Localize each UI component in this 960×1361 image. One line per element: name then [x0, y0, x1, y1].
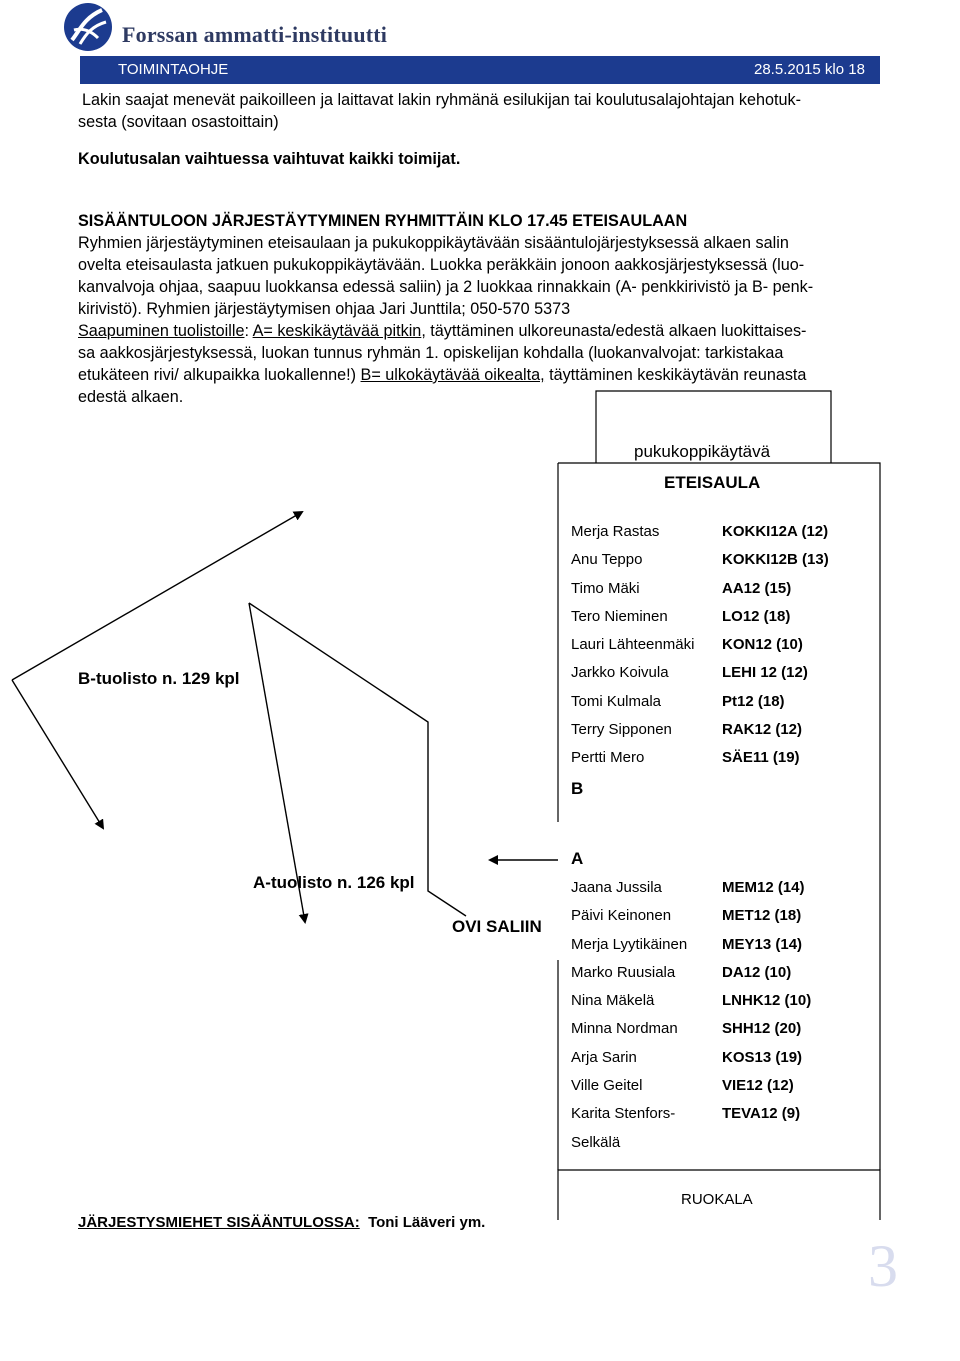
- b-row-code: Pt12 (18): [722, 692, 785, 710]
- b-fill-rule: täyttäminen keskikäytävän reunasta: [544, 366, 807, 384]
- marshals-names: Toni Lääveri ym.: [368, 1214, 486, 1231]
- b-row-name: Jarkko Koivula: [571, 664, 669, 682]
- a-row-5: [571, 992, 871, 1020]
- a-row-code: LNHK12 (10): [722, 992, 812, 1009]
- b-row-5: [571, 636, 871, 664]
- b-route: B= ulkokäytävää oikealta,: [360, 366, 545, 384]
- a-row-code: VIE12 (12): [722, 1076, 794, 1094]
- b-marker: B: [571, 779, 584, 798]
- marshals-line: [78, 1214, 485, 1231]
- a-right-edge: [249, 603, 466, 916]
- b-row-9: [571, 749, 871, 777]
- a-row-name: Jaana Jussila: [571, 879, 662, 896]
- b-row-code: KOKKI12A (12): [722, 523, 829, 540]
- a-marker: A: [571, 849, 584, 868]
- b-row-name: Terry Sipponen: [571, 720, 672, 738]
- a-row-4: [571, 964, 871, 992]
- body-line-1: Ryhmien järjestäytyminen eteisaulaan ja pukukoppikäytävään sisääntulojärjestyksessä alkaen salin: [78, 234, 789, 252]
- a-route: A= keskikäytävää pitkin: [252, 322, 422, 340]
- a-row-3: [571, 936, 871, 964]
- lobby-label: ETEISAULA: [664, 473, 761, 492]
- body-line-2: ovelta eteisaulasta jatkuen pukukoppikäytävään. Luokka peräkkäin jonoon aakkosjärjestyksessä (luo-: [78, 256, 805, 274]
- marshals-label: JÄRJESTYSMIEHET SISÄÄNTULOSSA:: [78, 1214, 360, 1231]
- fill-rule: , täyttäminen ulkoreunasta/edestä alkaen luokittaises-: [421, 322, 807, 340]
- arrival-label: Saapuminen tuolistoille: [78, 322, 245, 340]
- a-row-8: [571, 1077, 871, 1105]
- door-label: OVI SALIIN: [452, 917, 542, 936]
- a-row-name: Karita Stenfors-: [571, 1105, 676, 1122]
- b-row-name: Merja Rastas: [571, 523, 660, 540]
- page-number: 3: [868, 1233, 898, 1299]
- org-name: Forssan ammatti-instituutti: [122, 22, 388, 47]
- b-row-code: KOKKI12B (13): [722, 551, 829, 569]
- hat-line-1: Lakin saajat menevät paikoilleen ja laittavat lakin ryhmänä esilukijan tai koulutusalajohtajan kehotuk-: [82, 91, 801, 109]
- a-row-name: Minna Nordman: [571, 1020, 678, 1038]
- a-row-code: MEM12 (14): [722, 879, 805, 896]
- b-queue-list: [571, 523, 871, 777]
- a-row-code: MET12 (18): [722, 907, 802, 925]
- doc-type: TOIMINTAOHJE: [118, 61, 229, 78]
- canteen-label: RUOKALA: [681, 1191, 753, 1208]
- b-row-name: Tero Nieminen: [571, 607, 668, 625]
- a-row-code: TEVA12 (9): [722, 1105, 801, 1122]
- a-row-7: [571, 1049, 871, 1077]
- body-line-3: kanvalvoja ohjaa, saapuu luokkansa edessä saliin) ja 2 luokkaa rinnakkain (A- penkkirivistö ja B- penk-: [78, 278, 814, 296]
- b-row-4: [571, 608, 871, 636]
- hat-line-2: sesta (sovitaan osastoittain): [78, 113, 279, 131]
- corridor-label: pukukoppikäytävä: [634, 442, 771, 461]
- body-line-6: sa aakkosjärjestyksessä, luokan tunnus ryhmän 1. opiskelijan kohdalla (luokanvalvojat: tarkistakaa: [78, 344, 784, 362]
- a-row-name: Merja Lyytikäinen: [571, 935, 688, 953]
- a-row-code: KOS13 (19): [722, 1048, 803, 1066]
- a-row-code: DA12 (10): [722, 963, 792, 981]
- b-row-name: Anu Teppo: [571, 551, 643, 569]
- a-row-code: MEY13 (14): [722, 935, 803, 953]
- a-row-9: [571, 1105, 871, 1133]
- b-row-code: LEHI 12 (12): [722, 664, 808, 682]
- switch-note: Koulutusalan vaihtuessa vaihtuvat kaikki toimijat.: [78, 150, 461, 168]
- b-row-2: [571, 551, 871, 579]
- b-row-name: Tomi Kulmala: [571, 692, 662, 710]
- b-row-6: [571, 664, 871, 692]
- doc-date: 28.5.2015 klo 18: [754, 61, 865, 78]
- a-row-1: [571, 879, 871, 907]
- colon: :: [244, 322, 253, 340]
- b-row-1: [571, 523, 871, 551]
- b-row-8: [571, 721, 871, 749]
- a-row-9-name-cont: Selkälä: [571, 1134, 621, 1151]
- b-row-7: [571, 693, 871, 721]
- a-queue-list: [571, 879, 871, 1133]
- b-row-code: AA12 (15): [722, 579, 792, 597]
- a-seating-label: A-tuolisto n. 126 kpl: [253, 873, 415, 892]
- check-note: etukäteen rivi/ alkupaikka luokallenne!): [78, 366, 361, 384]
- body-line-4: kirivistö). Ryhmien järjestäytymisen ohjaa Jari Junttila; 050-570 5373: [78, 300, 571, 318]
- b-row-name: Lauri Lähteenmäki: [571, 636, 695, 653]
- b-row-name: Timo Mäki: [571, 579, 640, 597]
- a-row-name: Ville Geitel: [571, 1076, 643, 1094]
- a-row-code: SHH12 (20): [722, 1020, 802, 1038]
- b-seating-label: B-tuolisto n. 129 kpl: [78, 669, 240, 688]
- a-row-6: [571, 1020, 871, 1048]
- b-row-code: KON12 (10): [722, 636, 803, 653]
- body-line-8: edestä alkaen.: [78, 388, 184, 406]
- a-row-name: Nina Mäkelä: [571, 992, 655, 1009]
- a-row-2: [571, 907, 871, 935]
- b-row-3: [571, 580, 871, 608]
- b-row-code: LO12 (18): [722, 607, 791, 625]
- a-row-name: Marko Ruusiala: [571, 963, 676, 981]
- b-arrow-down: [12, 680, 103, 828]
- b-row-code: RAK12 (12): [722, 720, 803, 738]
- section-heading: SISÄÄNTULOON JÄRJESTÄYTYMINEN RYHMITTÄIN KLO 17.45 ETEISAULAAN: [78, 212, 688, 230]
- b-row-code: SÄE11 (19): [722, 749, 800, 766]
- a-row-name: Päivi Keinonen: [571, 907, 672, 925]
- a-row-name: Arja Sarin: [571, 1048, 637, 1066]
- b-row-name: Pertti Mero: [571, 749, 645, 766]
